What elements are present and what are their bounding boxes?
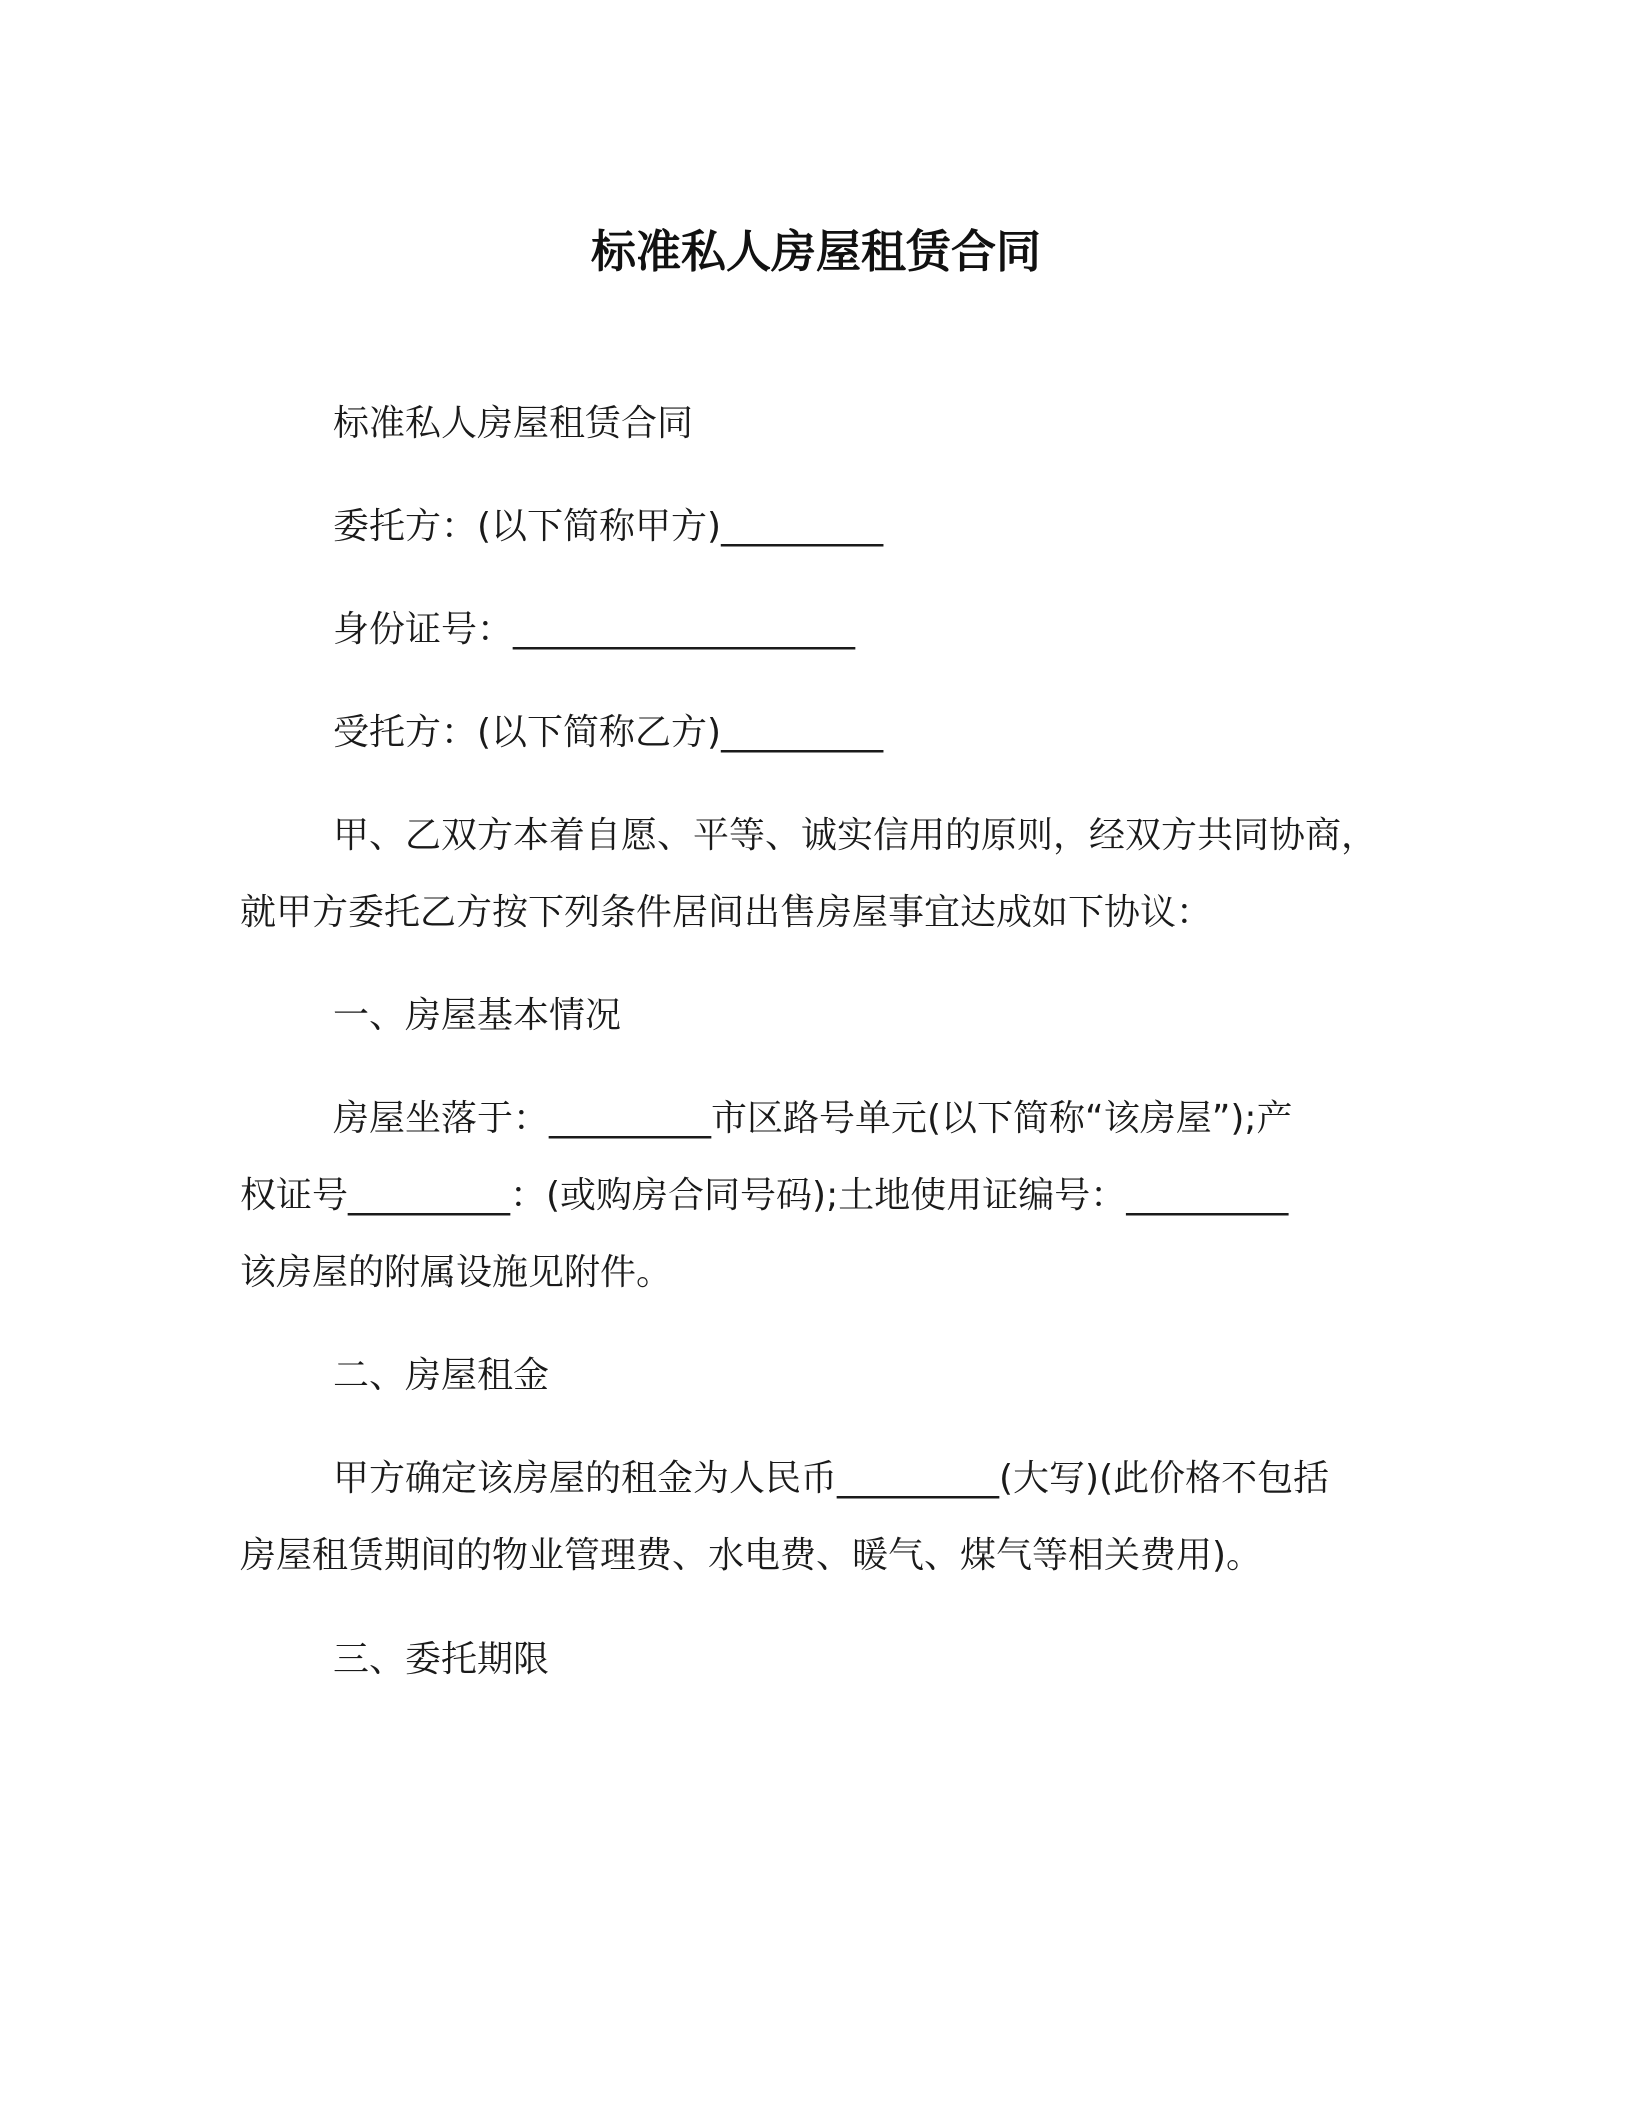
- client-paragraph: [240, 488, 1410, 565]
- section-1-heading: 一、房屋基本情况: [333, 995, 622, 1036]
- client-line: 委托方：(以下简称甲方)_________: [333, 506, 884, 547]
- section-2-line-1: 甲方确定该房屋的租金为人民币_________(大写)(此价格不包括: [333, 1458, 1330, 1499]
- intro-paragraph: [240, 797, 1410, 951]
- intro-line-1: 甲、乙双方本着自愿、平等、诚实信用的原则，经双方共同协商，: [333, 815, 1378, 856]
- section-1-heading-paragraph: [240, 977, 1410, 1054]
- section-3-heading: 三、委托期限: [333, 1639, 550, 1680]
- document-title: 标准私人房屋租赁合同: [590, 225, 1041, 278]
- section-2-heading-paragraph: [240, 1337, 1410, 1414]
- section-2-paragraph: [240, 1440, 1410, 1594]
- intro-line-2: 就甲方委托乙方按下列条件居间出售房屋事宜达成如下协议：: [240, 892, 1213, 933]
- section-1-line-1: 房屋坐落于：_________市区路号单元(以下简称“该房屋”);产: [333, 1098, 1293, 1139]
- section-1-line-2: 权证号_________：(或购房合同号码);土地使用证编号：_________: [240, 1175, 1289, 1216]
- trustee-line: 受托方：(以下简称乙方)_________: [333, 712, 884, 753]
- id-number-paragraph: [240, 591, 1410, 668]
- section-1-line-3: 该房屋的附属设施见附件。: [240, 1252, 673, 1293]
- subtitle-text: 标准私人房屋租赁合同: [333, 403, 694, 444]
- section-2-heading: 二、房屋租金: [333, 1355, 550, 1396]
- trustee-paragraph: [240, 694, 1410, 771]
- subtitle-paragraph: [240, 385, 1410, 462]
- section-3-heading-paragraph: [240, 1621, 1410, 1698]
- id-number-line: 身份证号：___________________: [333, 609, 856, 650]
- section-2-line-2: 房屋租赁期间的物业管理费、水电费、暖气、煤气等相关费用)。: [240, 1535, 1263, 1576]
- section-1-paragraph: [240, 1080, 1410, 1311]
